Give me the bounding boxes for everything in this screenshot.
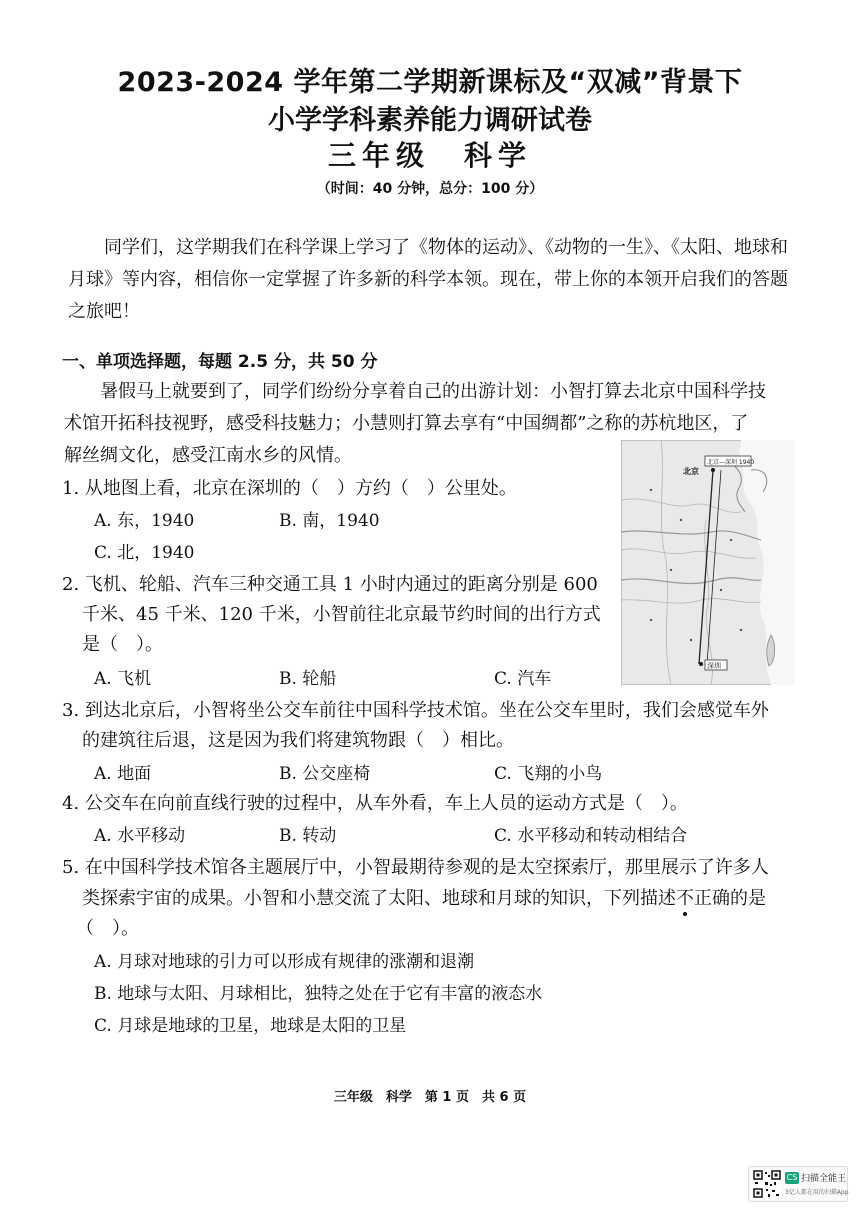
q1-option-c: C. 北，1940 xyxy=(94,543,195,563)
q3-option-a: A. 地面 xyxy=(94,764,152,784)
map-distance-label: 北京—深圳 1940 xyxy=(707,459,755,466)
question-2-line2: 千米、45 千米、120 千米，小智前往北京最节约时间的出行方式 xyxy=(82,604,601,625)
question-2: 2. 飞机、轮船、汽车三种交通工具 1 小时内通过的距离分别是 600 xyxy=(62,574,598,595)
q1-option-b: B. 南，1940 xyxy=(279,511,380,531)
q1-option-a: A. 东，1940 xyxy=(94,511,195,531)
scanner-app-slogan: 3亿人都在用的扫描App xyxy=(785,1189,849,1196)
emphasis-not: 不 xyxy=(676,888,694,909)
passage-line: 暑假马上就要到了，同学们纷纷分享着自己的出游计划：小智打算去北京中国科学技 xyxy=(100,381,766,402)
q2-option-b: B. 轮船 xyxy=(279,669,337,689)
question-5-line2 xyxy=(82,884,766,910)
qr-code-icon xyxy=(753,1170,781,1198)
question-1: 1. 从地图上看，北京在深圳的（ ）方约（ ）公里处。 xyxy=(62,478,517,499)
camscanner-logo: CS xyxy=(786,1173,798,1182)
exam-title-line2: 小学学科素养能力调研试卷 xyxy=(268,105,592,136)
q4-option-a: A. 水平移动 xyxy=(94,826,186,846)
exam-meta: （时间：40 分钟，总分：100 分） xyxy=(316,181,544,197)
q5-line2-part3: 正确的是 xyxy=(694,888,766,909)
scanner-app-name: 扫描全能王 xyxy=(801,1174,847,1184)
q3-option-c: C. 飞翔的小鸟 xyxy=(494,764,603,784)
q5-option-c: C. 月球是地球的卫星，地球是太阳的卫星 xyxy=(94,1016,407,1036)
question-2-line3: 是（ ）。 xyxy=(82,634,163,655)
china-east-map xyxy=(621,440,795,685)
scanner-watermark xyxy=(748,1166,848,1202)
question-3: 3. 到达北京后，小智将坐公交车前往中国科学技术馆。坐在公交车里时，我们会感觉车外 xyxy=(62,700,769,721)
question-5: 5. 在中国科学技术馆各主题展厅中，小智最期待参观的是太空探索厅，那里展示了许多人 xyxy=(62,857,769,878)
map-label-shenzhen: 深圳 xyxy=(707,662,721,670)
q3-option-b: B. 公交座椅 xyxy=(279,764,371,784)
passage-line: 术馆开拓科技视野，感受科技魅力；小慧则打算去享有“中国绸都”之称的苏杭地区，了 xyxy=(64,413,749,434)
intro-paragraph: 同学们，这学期我们在科学课上学习了《物体的运动》、《动物的一生》、《太阳、地球和月球》等内容，相信你一定掌握了许多新的科学本领。现在，带上你的本领开启我们的答题之旅吧！ xyxy=(68,237,788,322)
passage-line: 解丝绸文化，感受江南水乡的风情。 xyxy=(64,445,352,466)
section1-title: 一、单项选择题，每题 2.5 分，共 50 分 xyxy=(62,352,378,372)
q5-option-b: B. 地球与太阳、月球相比，独特之处在于它有丰富的液态水 xyxy=(94,984,543,1004)
q2-option-c: C. 汽车 xyxy=(494,669,552,689)
page-footer: 三年级 科学 第 1 页 共 6 页 xyxy=(333,1090,527,1105)
exam-title-line1: 2023-2024 学年第二学期新课标及“双减”背景下 xyxy=(117,67,743,98)
question-4: 4. 公交车在向前直线行驶的过程中，从车外看，车上人员的运动方式是（ ）。 xyxy=(62,793,688,814)
q5-line2-part1: 类探索宇宙的成果。小智和小慧交流了太阳、地球和月球的知识，下列描述 xyxy=(82,888,676,909)
map-label-beijing: 北京 xyxy=(683,467,699,476)
q5-option-a: A. 月球对地球的引力可以形成有规律的涨潮和退潮 xyxy=(94,952,475,972)
q4-option-b: B. 转动 xyxy=(279,826,337,846)
question-3-line2: 的建筑往后退，这是因为我们将建筑物跟（ ）相比。 xyxy=(82,730,514,751)
exam-subject: 三年级 科学 xyxy=(327,139,532,172)
q2-option-a: A. 飞机 xyxy=(94,669,152,689)
q4-option-c: C. 水平移动和转动相结合 xyxy=(494,826,688,846)
question-5-line3: （ ）。 xyxy=(76,918,139,939)
